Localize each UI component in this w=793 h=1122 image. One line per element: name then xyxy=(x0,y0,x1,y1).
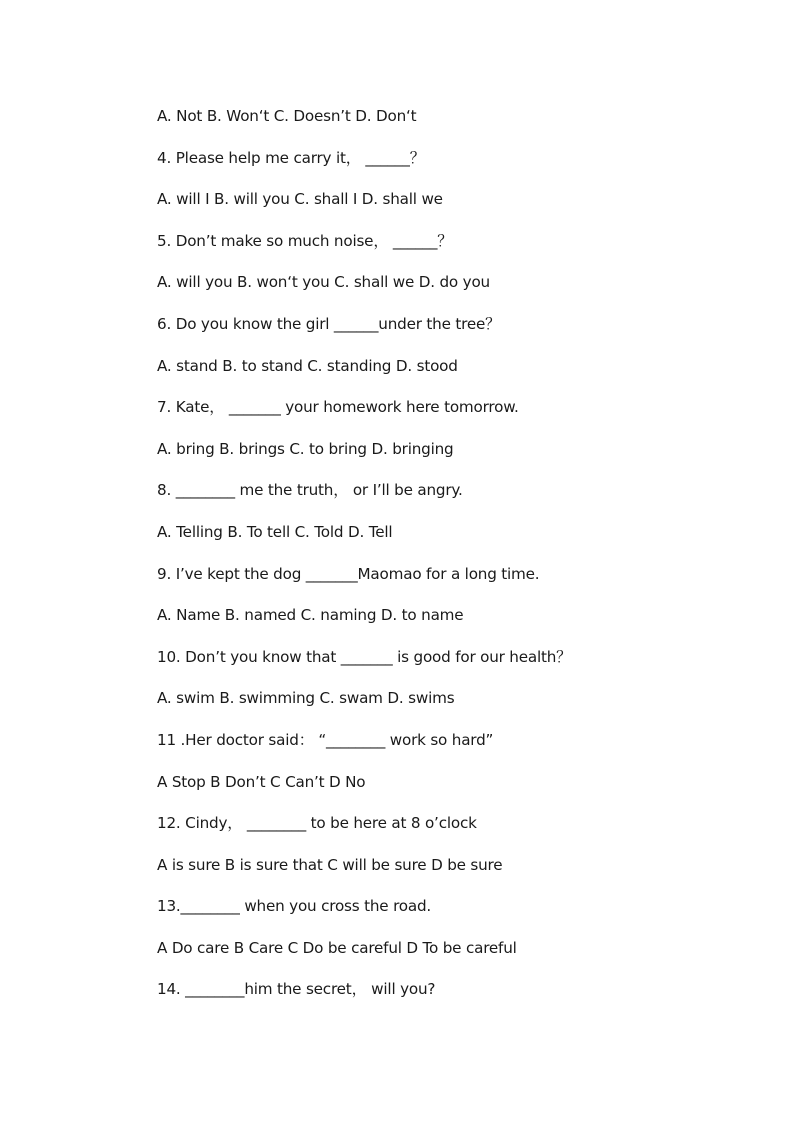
question-list xyxy=(157,104,757,1019)
question-line: 7. Kate， _______ your homework here tomorrow. xyxy=(157,398,519,417)
question-line: 8. ________ me the truth， or I’ll be angry. xyxy=(157,481,463,500)
question-line: 9. I’ve kept the dog _______Maomao for a long time. xyxy=(157,564,540,583)
question-line: 4. Please help me carry it， ______？ xyxy=(157,148,425,167)
options-line: A. swim B. swimming C. swam D. swims xyxy=(157,689,455,708)
options-line: A. will I B. will you C. shall I D. shall we xyxy=(157,190,443,209)
options-line: A. Telling B. To tell C. Told D. Tell xyxy=(157,522,393,541)
options-line: A Do care B Care C Do be careful D To be careful xyxy=(157,938,517,957)
question-line: 11 .Her doctor said： “________ work so hard” xyxy=(157,730,494,749)
question-line: 13.________ when you cross the road. xyxy=(157,897,432,916)
options-line: A is sure B is sure that C will be sure D be sure xyxy=(157,855,503,874)
question-line: 5. Don’t make so much noise， ______？ xyxy=(157,231,453,250)
options-line: A. stand B. to stand C. standing D. stood xyxy=(157,356,458,375)
question-line: 6. Do you know the girl ______under the tree？ xyxy=(157,314,501,333)
options-line: A Stop B Don’t C Can’t D No xyxy=(157,772,366,791)
options-line: A. Name B. named C. naming D. to name xyxy=(157,606,464,625)
question-line: 14. ________him the secret， will you? xyxy=(157,980,436,999)
options-line: A. bring B. brings C. to bring D. bringing xyxy=(157,439,454,458)
question-line: 10. Don’t you know that _______ is good for our health？ xyxy=(157,647,572,666)
question-line: 12. Cindy， ________ to be here at 8 o’clock xyxy=(157,814,477,833)
options-line: A. Not B. Won‘t C. Doesn’t D. Don‘t xyxy=(157,107,417,125)
options-line: A. will you B. won‘t you C. shall we D. do you xyxy=(157,273,490,292)
